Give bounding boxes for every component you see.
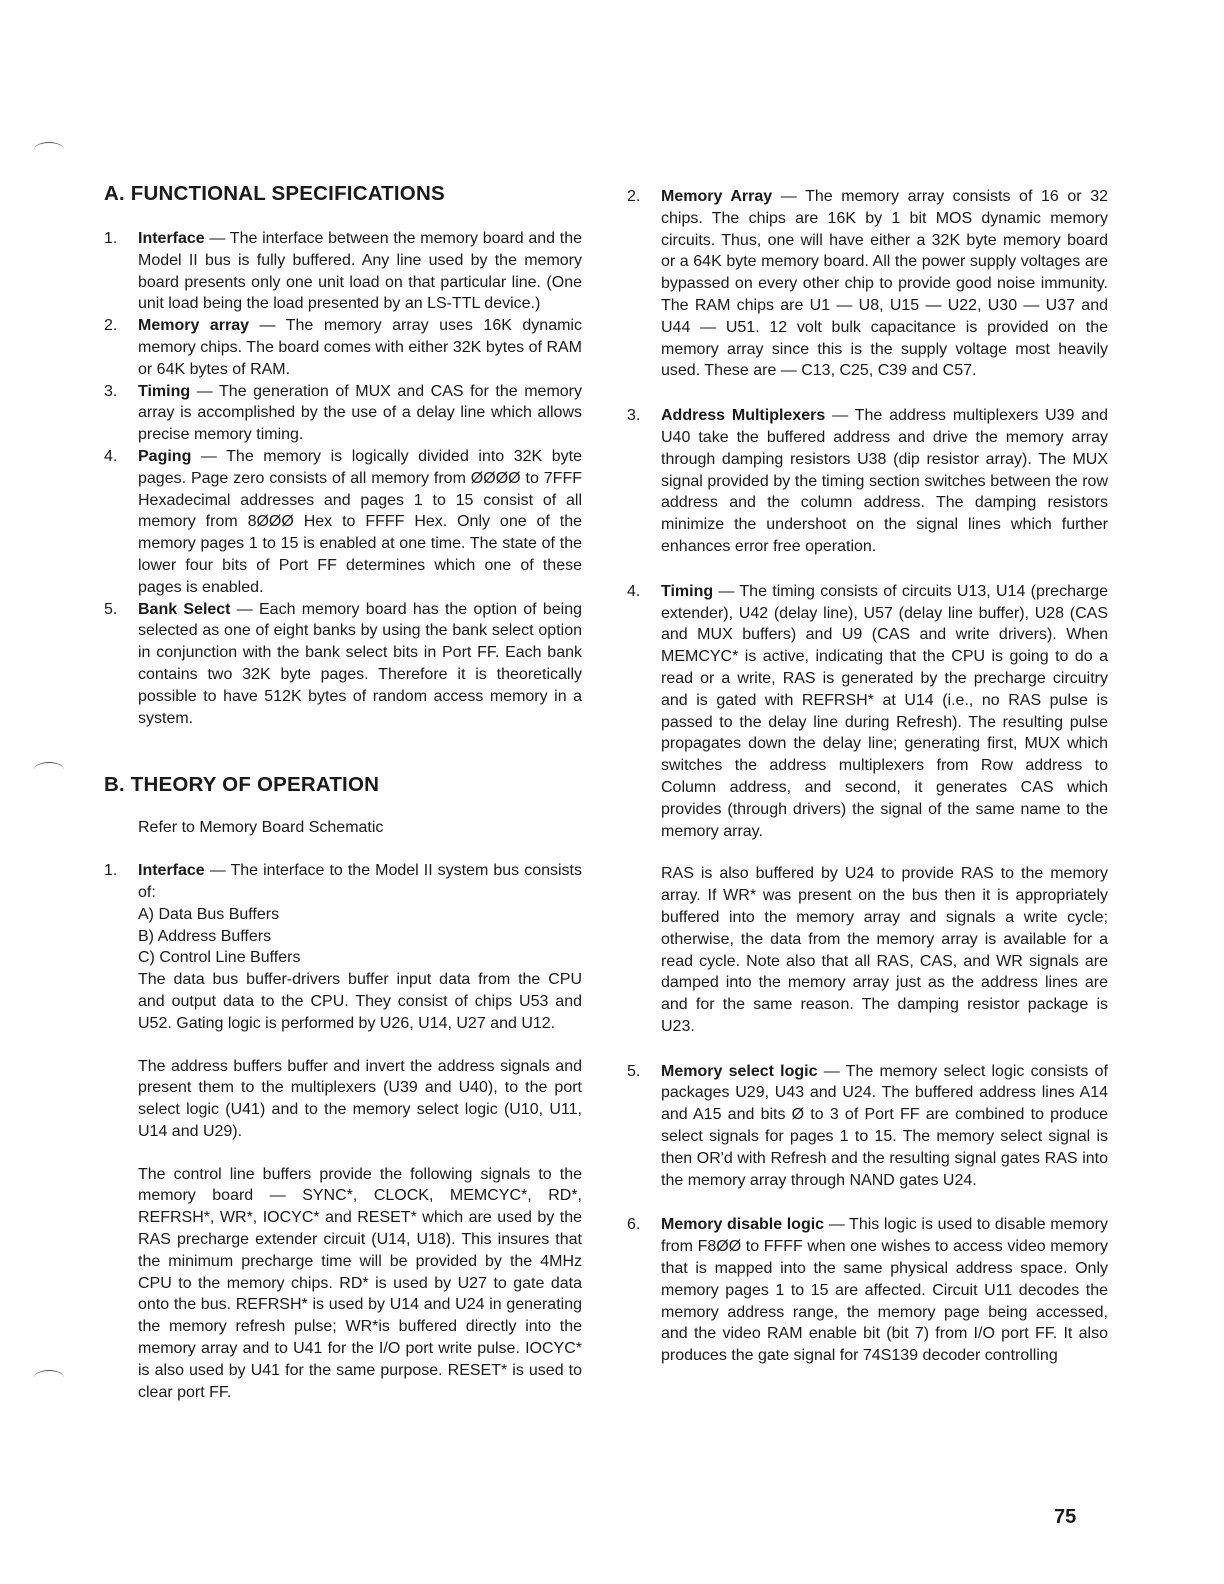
paragraph: The data bus buffer-drivers buffer input data from the CPU and output data to the CPU. They consist of chips U53 and U52. Gating logic is performed by U26, U14, U27 and U12. xyxy=(138,971,582,1032)
spec-item-memory-array: 2. Memory array — The memory array uses 16K dynamic memory chips. The board comes with either 32K bytes of RAM or 64K bytes of RAM. xyxy=(104,317,582,378)
paragraph: The control line buffers provide the following signals to the memory board — SYNC*, CLOCK, MEMCYC*, RD*, REFRSH*, WR*, IOCYC* and RESET* which are used by the RAS precharge extender circuit (U14, U18). This insures that the minimum precharge time will be provided by the 4MHz CPU to the memory chips. RD* is used by U27 to gate data onto the bus. REFRSH* is used by U14 and U24 in generating the memory refresh pulse; WR*is buffered directly into the memory array and to U41 for the I/O port write pulse. IOCYC* is also used by U41 for the same purpose. RESET* is used to clear port FF. xyxy=(138,1165,582,1401)
theory-item-address-multiplexers: 3. Address Multiplexers — The address multiplexers U39 and U40 take the buffered address and drive the memory array through damping resistors U38 (dip resistor array). The MUX signal provided by the timing section switches between the row address and the column address. The damping resistors minimize the undershoot on the signal lines which further enhances error free operation. xyxy=(627,407,1109,555)
list-item: A) Data Bus Buffers xyxy=(138,905,280,923)
list-item: C) Control Line Buffers xyxy=(138,949,301,967)
section-a-heading: A. FUNCTIONAL SPECIFICATIONS xyxy=(104,182,445,205)
scan-mark xyxy=(34,142,64,157)
theory-item-memory-array: 2. Memory Array — The memory array consists of 16 or 32 chips. The chips are 16K by 1 bit MOS dynamic memory circuits. Thus, one will have either a 32K byte memory board or a 64K byte memory board. All the power supply voltages are bypassed on every other chip to provide good noise immunity. The RAM chips are U1 — U8, U15 — U22, U30 — U37 and U44 — U51. 12 volt bulk capacitance is provided on the memory array since this is the supply voltage most heavily used. These are — C13, C25, C39 and C57. xyxy=(627,188,1109,380)
spec-item-paging: 4. Paging — The memory is logically divided into 32K byte pages. Page zero consists of all memory from ØØØØ to 7FFF Hexadecimal addresses and pages 1 to 15 consist of all memory from 8ØØØ Hex to FFFF Hex. Only one of the memory pages 1 to 15 is enabled at one time. The state of the lower four bits of Port FF determines which one of these pages is enabled. xyxy=(104,447,582,596)
schematic-reference: Refer to Memory Board Schematic xyxy=(138,819,384,837)
paragraph: The address buffers buffer and invert the address signals and present them to the multiplexers (U39 and U40), to the port select logic (U41) and to the memory select logic (U10, U11, U14 and U29). xyxy=(138,1057,582,1140)
theory-item-interface: 1. Interface — The interface to the Model II system bus consists of: A) Data Bus Buffers B) Address Buffers C) Control Line Buffers The data bus buffer-drivers buffer input data from the CPU and output data to the CPU. They consist of chips U53 and U52. Gating logic is performed by U26, U14, U27 and U12. The address buffers buffer and invert the address signals and present them to the multiplexers (U39 and U40), to the port select logic (U41) and to the memory select logic (U10, U11, U14 and U29). The control line buffers provide the following signals to the memory board — SYNC*, CLOCK, MEMCYC*, RD*, REFRSH*, WR*, IOCYC* and RESET* which are used by the RAS precharge extender circuit (U14, U18). This insures that the minimum precharge time will be provided by the 4MHz CPU to the memory chips. RD* is used by U27 to gate data onto the bus. REFRSH* is used by U14 and U24 in generating the memory refresh pulse; WR*is buffered directly into the memory array and to U41 for the I/O port write pulse. IOCYC* is also used by U41 for the same purpose. RESET* is used to clear port FF. xyxy=(104,860,582,1403)
theory-item-memory-disable-logic: 6. Memory disable logic — This logic is used to disable memory from F8ØØ to FFFF when one wishes to access video memory that is mapped into the same physical address space. Only memory pages 1 to 15 are affected. Circuit U11 decodes the memory address range, the memory page being accessed, and the video RAM enable bit (bit 7) from I/O port FF. It also produces the gate signal for 74S139 decoder controlling xyxy=(627,1216,1108,1365)
list-item: B) Address Buffers xyxy=(138,927,272,945)
left-column xyxy=(104,182,582,1403)
spec-item-interface: 1. Interface — The interface between the memory board and the Model II bus is fully buffered. Any line used by the memory board presents only one unit load on that particular line. (One unit load being the load presented by an LS-TTL device.) xyxy=(104,230,582,313)
theory-item-memory-select-logic: 5. Memory select logic — The memory select logic consists of packages U29, U43 and U24. The buffered address lines A14 and A15 and bits Ø to 3 of Port FF are combined to produce select signals for pages 1 to 15. The memory select signal is then OR'd with Refresh and the resulting signal gates RAS into the memory array through NAND gates U24. xyxy=(627,1062,1108,1189)
right-column xyxy=(627,186,1108,1367)
section-b-heading: B. THEORY OF OPERATION xyxy=(104,773,380,797)
theory-item-timing: 4. Timing — The timing consists of circuits U13, U14 (precharge extender), U42 (delay line), U57 (delay line buffer), U28 (CAS and MUX buffers) and U9 (CAS and write drivers). When MEMCYC* is active, indicating that the CPU is going to do a read or a write, RAS is generated by the precharge circuitry and is gated with REFRSH* at U14 (i.e., no RAS pulse is passed to the delay line during Refresh). The resulting pulse propagates down the delay line; generating first, MUX which switches the address multiplexers from Row address to Column address, and second, it generates CAS which provides (through drivers) the signal of the same name to the memory array. RAS is also buffered by U24 to provide RAS to the memory array. If WR* was present on the bus then it is appropriately buffered into the memory array and signals a write cycle; otherwise, the data from the memory array is available for a read cycle. Note also that all RAS, CAS, and WR signals are damped into the memory array just as the address lines are and for the same reason. The damping resistor package is U23. xyxy=(627,581,1108,1038)
spec-item-timing: 3. Timing — The generation of MUX and CAS for the memory array is accomplished by the use of a delay line which allows precise memory timing. xyxy=(104,382,582,444)
scan-mark xyxy=(34,1370,64,1385)
scan-mark xyxy=(34,762,64,777)
paragraph: RAS is also buffered by U24 to provide RAS to the memory array. If WR* was present on the bus then it is appropriately buffered into the memory array and signals a write cycle; otherwise, the data from the memory array is available for a read cycle. Note also that all RAS, CAS, and WR signals are damped into the memory array just as the address lines are and for the same reason. The damping resistor package is U23. xyxy=(661,865,1108,1035)
page-number: 75 xyxy=(1054,1506,1077,1528)
spec-item-bank-select: 5. Bank Select — Each memory board has the option of being selected as one of eight banks by using the bank select option in conjunction with the bank select bits in Port FF. Each bank contains two 32K byte pages. Therefore it is theoretically possible to have 512K bytes of random access memory in a system. xyxy=(104,600,582,727)
